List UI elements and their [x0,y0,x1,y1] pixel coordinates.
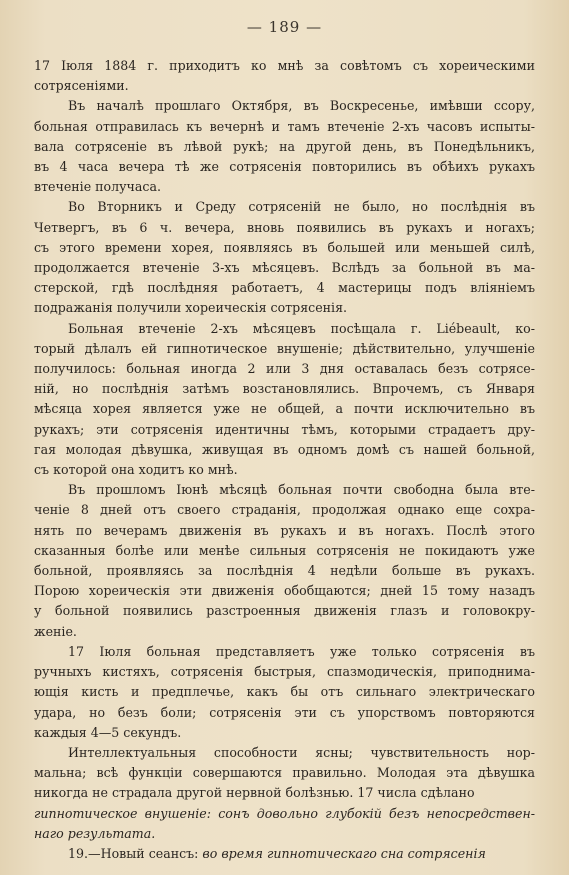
text-line: рукахъ; эти сотрясенія идентичны тѣмъ, которыми страдаетъ дру- [34,421,535,437]
text-line: 17 Іюля больная представляетъ уже только сотрясенія въ [68,643,535,659]
text-line: въ 4 часа вечера тѣ же сотрясенія повторились въ обѣихъ рукахъ [34,159,535,175]
text-line: никогда не страдала другой нервной болѣзнью. 17 числа сдѣлано [34,785,475,801]
text-line: съ которой она ходитъ ко мнѣ. [34,462,238,478]
text-line: получилось: больная иногда 2 или 3 дня оставалась безъ сотрясе- [34,361,535,377]
text-line: ченіе 8 дней отъ своего страданія, продолжая однако еще сохра- [34,502,535,518]
text-line: сказанныя болѣе или менѣе сильныя сотрясенія не покидаютъ уже [34,542,535,558]
paragraph [34,743,535,804]
text-line: мѣсяца хорея является уже не общей, а почти исключительно въ [34,401,535,417]
text-line: ющія кисть и предплечье, какъ бы отъ сильнаго электрическаго [34,684,535,700]
final-line-prefix: 19.—Новый сеансъ: [68,845,203,861]
text-line: Больная втеченіе 2-хъ мѣсяцевъ посѣщала г. Liébeault, ко- [68,320,535,336]
text-line: ній, но послѣднія затѣмъ возстановлялись. Впрочемъ, съ Января [34,381,535,397]
italic-paragraph [34,804,535,844]
text-line: продолжается втеченіе 3-хъ мѣсяцевъ. Вслѣдъ за больной въ ма- [34,260,535,276]
text-line: 17 Іюля 1884 г. приходитъ ко мнѣ за совѣтомъ съ хореическими [34,58,535,73]
text-line: Порою хореическія эти движенія обобщаются; дней 15 тому назадъ [34,583,535,599]
italic-continuation [34,804,535,844]
text-line: больной, проявляясь за послѣднія 4 недѣли больше въ рукахъ. [34,563,535,579]
text-line: Четвергъ, въ 6 ч. вечера, вновь появились въ рукахъ и ногахъ; [34,219,535,235]
text-line: мальна; всѣ функціи совершаются правильно. Молодая эта дѣвушка [34,765,535,781]
paragraph [34,197,535,318]
text-line: у больной появились разстроенныя движенія глазъ и головокру- [34,603,535,619]
text-line: стерской, гдѣ послѣдняя работаетъ, 4 мастерицы подъ вліяніемъ [34,280,535,296]
final-line [34,844,535,864]
text-line: торый дѣлалъ ей гипнотическое внушеніе; дѣйствительно, улучшеніе [34,340,535,356]
text-line: Во Вторникъ и Среду сотрясеній не было, но послѣднія въ [68,199,535,215]
paragraph [34,642,535,743]
page-number: — 189 — [246,18,323,36]
paragraph [34,480,535,642]
paragraph [34,56,535,96]
italic-text-line: наго результата. [34,825,156,841]
text-line: ручныхъ кистяхъ, сотрясенія быстрыя, спазмодическія, приподнима- [34,664,535,680]
body-text [34,56,535,804]
text-line: гая молодая дѣвушка, живущая въ одномъ домѣ съ нашей больной, [34,441,535,457]
text-line: Интеллектуальныя способности ясны; чувствительность нор- [68,744,535,760]
text-line: сотрясеніями. [34,78,129,94]
paragraph [34,319,535,481]
text-line: втеченіе получаса. [34,179,161,195]
text-line: каждыя 4—5 секундъ. [34,724,182,740]
paragraph [34,96,535,197]
text-line: съ этого времени хорея, появляясь въ большей или меньшей силѣ, [34,239,535,255]
text-line: Въ прошломъ Іюнѣ мѣсяцѣ больная почти свободна была вте- [68,482,535,498]
text-line: больная отправилась къ вечернѣ и тамъ втеченіе 2-хъ часовъ испыты- [34,118,535,134]
final-line-italic: во время гипнотическаго сна сотрясенія [202,845,486,861]
text-line: вала сотрясеніе въ лѣвой рукѣ; на другой день, въ Понедѣльникъ, [34,138,535,154]
text-line: женіе. [34,623,77,639]
text-line: подражанія получили хореическія сотрясенія. [34,300,348,316]
text-line: удара, но безъ боли; сотрясенія эти съ упорствомъ повторяются [34,704,535,720]
italic-text-line: гипнотическое внушеніе: сонъ довольно глубокій безъ непосредствен- [34,805,535,821]
text-line: нять по вечерамъ движенія въ рукахъ и въ ногахъ. Послѣ этого [34,522,535,538]
text-line: Въ началѣ прошлаго Октября, въ Воскресенье, имѣвши ссору, [68,98,535,114]
